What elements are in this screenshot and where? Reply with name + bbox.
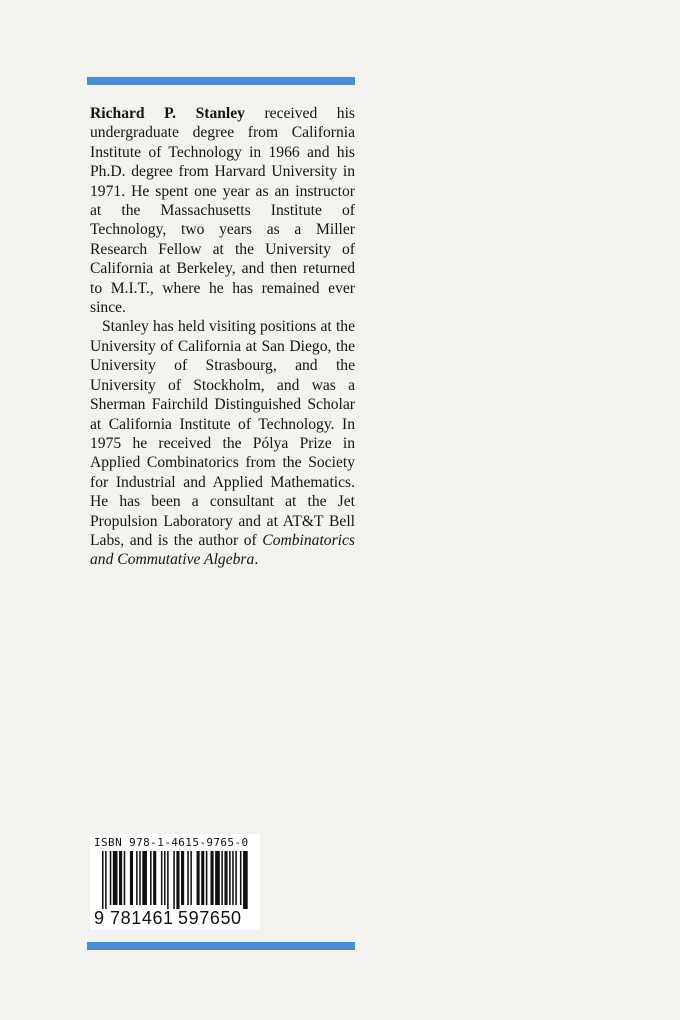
barcode-bar xyxy=(105,851,107,909)
barcode-bar xyxy=(229,851,231,905)
barcode-bar xyxy=(139,851,141,905)
author-name: Richard P. Stanley xyxy=(90,105,245,122)
bio-paragraph-2 xyxy=(90,317,355,569)
barcode-bar xyxy=(240,851,242,905)
barcode-bar xyxy=(206,851,208,905)
bio-paragraph-2-end: . xyxy=(254,551,259,569)
top-blue-rule xyxy=(87,77,355,85)
barcode-bar xyxy=(232,851,234,905)
barcode-bar xyxy=(142,851,147,905)
barcode-bar xyxy=(235,851,237,905)
barcode-bar xyxy=(150,851,152,905)
barcode-bar xyxy=(119,851,122,905)
isbn-label: ISBN 978-1-4615-9765-0 xyxy=(94,836,249,849)
barcode-bar xyxy=(215,851,220,905)
barcode-bar xyxy=(201,851,204,905)
barcode-bar xyxy=(211,851,214,905)
barcode-digit-group-1: 781461 xyxy=(110,908,174,928)
barcode-bar xyxy=(176,851,179,909)
barcode-bars xyxy=(102,851,248,909)
barcode-bar xyxy=(153,851,156,905)
barcode-bar xyxy=(102,851,104,909)
barcode-bar xyxy=(110,851,112,905)
book-title: Combinatorics and Commutative Algebra xyxy=(90,531,355,569)
barcode-bar xyxy=(167,851,169,909)
barcode-lead-digit: 9 xyxy=(94,908,105,928)
barcode-bar xyxy=(173,851,175,909)
barcode-bar xyxy=(181,851,184,905)
barcode-bar xyxy=(161,851,163,905)
bio-paragraph-2-text: Stanley has held visiting positions at the University of California at San Diego, the University of Strasbourg, and the University of Stockholm, and was a Sherman Fairchild Distinguished Scholar at California Institute of Technology. In 1975 he received the Pólya Prize in Applied Combinatorics from the Society for Industrial and Applied Mathematics. He has been a consultant at the Jet Propulsion Laboratory and at AT&T Bell Labs, and is the author of xyxy=(90,318,355,549)
barcode-bar xyxy=(243,851,248,909)
author-biography xyxy=(90,104,355,570)
isbn-barcode xyxy=(90,834,260,930)
barcode-bar xyxy=(164,851,166,905)
barcode-digit-group-2: 597650 xyxy=(178,908,242,928)
barcode-bar xyxy=(124,851,126,905)
barcode-bar xyxy=(130,851,133,905)
bio-paragraph-1 xyxy=(90,104,355,317)
barcode-bar xyxy=(113,851,118,905)
barcode-bar xyxy=(221,851,223,905)
bottom-blue-rule xyxy=(87,942,355,950)
barcode-bar xyxy=(190,851,192,905)
barcode-bar xyxy=(197,851,200,905)
bio-paragraph-1-text: received his undergraduate degree from California Institute of Technology in 1966 and his Ph.D. degree from Harvard University in 1971. He spent one year as an instructor at the Massachusetts Institute of Technology, two years as a Miller Research Fellow at the University of California at Berkeley, and then returned to M.I.T., where he has remained ever since. xyxy=(90,105,355,317)
barcode-bar xyxy=(187,851,189,905)
barcode-bar xyxy=(136,851,138,905)
barcode-bar xyxy=(224,851,227,905)
